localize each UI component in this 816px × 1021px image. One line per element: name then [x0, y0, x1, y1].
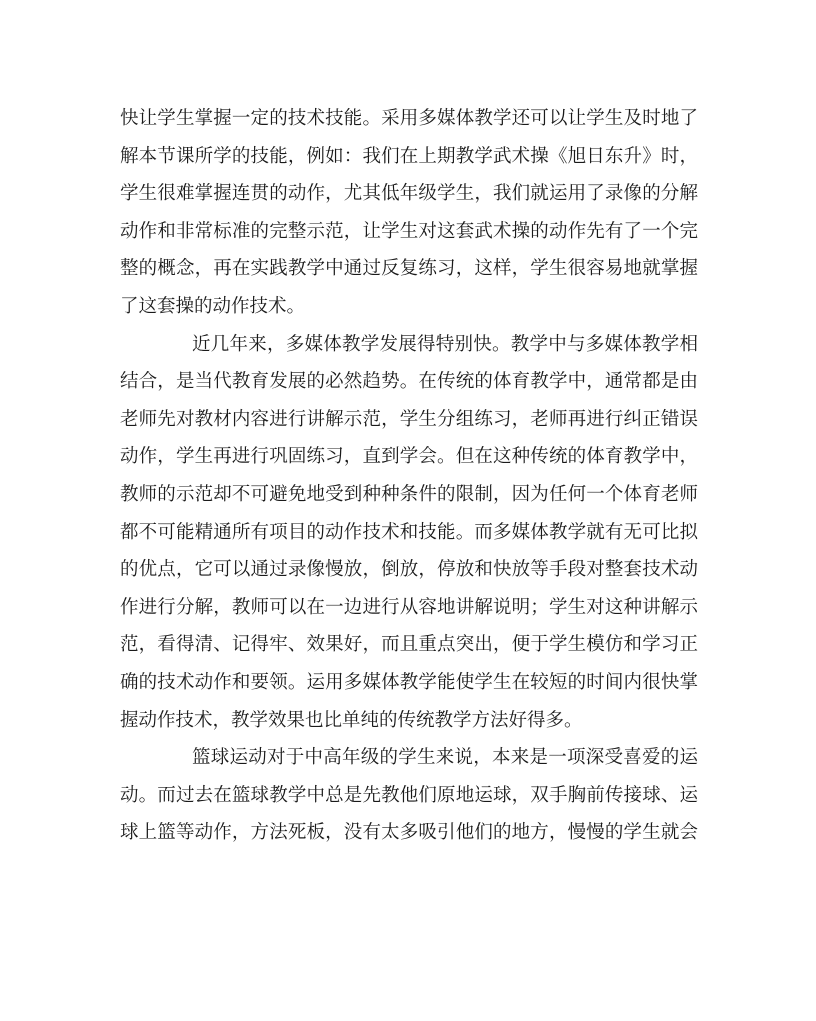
text-line: 确的技术动作和要领。运用多媒体教学能使学生在较短的时间内很快掌: [120, 671, 698, 693]
document-page: [120, 100, 698, 852]
text-line: 篮球运动对于中高年级的学生来说，本来是一项深受喜爱的运: [192, 747, 698, 769]
text-line: 的优点，它可以通过录像慢放，倒放，停放和快放等手段对整套技术动: [120, 559, 698, 581]
text-line: 解本节课所学的技能，例如：我们在上期教学武术操《旭日东升》时，: [120, 145, 698, 167]
text-line: 作进行分解，教师可以在一边进行从容地讲解说明；学生对这种讲解示: [120, 596, 698, 618]
text-line: 动。而过去在篮球教学中总是先教他们原地运球，双手胸前传接球、运: [120, 784, 698, 806]
paragraph-3: [120, 739, 698, 852]
paragraph-1: [120, 100, 698, 326]
text-line: 球上篮等动作，方法死板，没有太多吸引他们的地方，慢慢的学生就会: [120, 822, 698, 844]
text-line: 结合，是当代教育发展的必然趋势。在传统的体育教学中，通常都是由: [120, 371, 698, 393]
text-line: 近几年来，多媒体教学发展得特别快。教学中与多媒体教学相: [192, 333, 698, 355]
text-line: 都不可能精通所有项目的动作技术和技能。而多媒体教学就有无可比拟: [120, 521, 698, 543]
text-line: 快让学生掌握一定的技术技能。采用多媒体教学还可以让学生及时地了: [120, 108, 698, 129]
text-line: 学生很难掌握连贯的动作，尤其低年级学生，我们就运用了录像的分解: [120, 183, 698, 205]
text-line: 教师的示范却不可避免地受到种种条件的限制，因为任何一个体育老师: [120, 483, 698, 505]
text-line: 握动作技术，教学效果也比单纯的传统教学方法好得多。: [120, 709, 583, 731]
paragraph-2: [120, 326, 698, 740]
text-line: 整的概念，再在实践教学中通过反复练习，这样，学生很容易地就掌握: [120, 258, 698, 280]
text-line: 了这套操的动作技术。: [120, 295, 306, 317]
text-line: 动作和非常标准的完整示范，让学生对这套武术操的动作先有了一个完: [120, 220, 698, 242]
text-line: 范，看得清、记得牢、效果好，而且重点突出，便于学生模仿和学习正: [120, 634, 698, 656]
text-line: 动作，学生再进行巩固练习，直到学会。但在这种传统的体育教学中，: [120, 446, 698, 468]
text-line: 老师先对教材内容进行讲解示范，学生分组练习，老师再进行纠正错误: [120, 408, 698, 430]
